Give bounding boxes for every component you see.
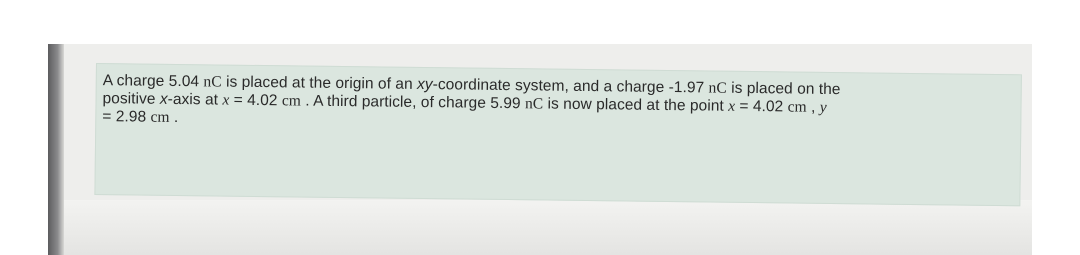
- monitor-bezel-edge: [48, 44, 64, 255]
- variable-y: y: [819, 98, 827, 116]
- unit-nanocoulomb: nC: [524, 95, 544, 113]
- screen-lower-area: [64, 200, 1032, 255]
- problem-statement-box: [94, 63, 1022, 206]
- problem-line-1: A charge 5.04 nC is placed at the origin of an xy-coordinate system, and a charge -1.97 nC is placed on the: [102, 72, 841, 99]
- xy-label: xy: [416, 75, 433, 94]
- unit-nanocoulomb: nC: [708, 79, 727, 97]
- variable-x: x: [728, 97, 736, 115]
- problem-line-2: positive x-axis at x = 4.02 cm . A third particle, of charge 5.99 nC is now placed at the point x = 4.02 cm , y: [102, 90, 827, 116]
- problem-line-3: = 2.98 cm .: [102, 108, 179, 127]
- unit-centimeter: cm: [281, 92, 302, 110]
- unit-centimeter: cm: [150, 108, 170, 126]
- variable-x: x: [222, 91, 230, 109]
- unit-centimeter: cm: [787, 98, 807, 116]
- x-axis-label: x: [159, 90, 168, 108]
- problem-statement-text: [102, 72, 1013, 137]
- unit-nanocoulomb: nC: [203, 73, 222, 91]
